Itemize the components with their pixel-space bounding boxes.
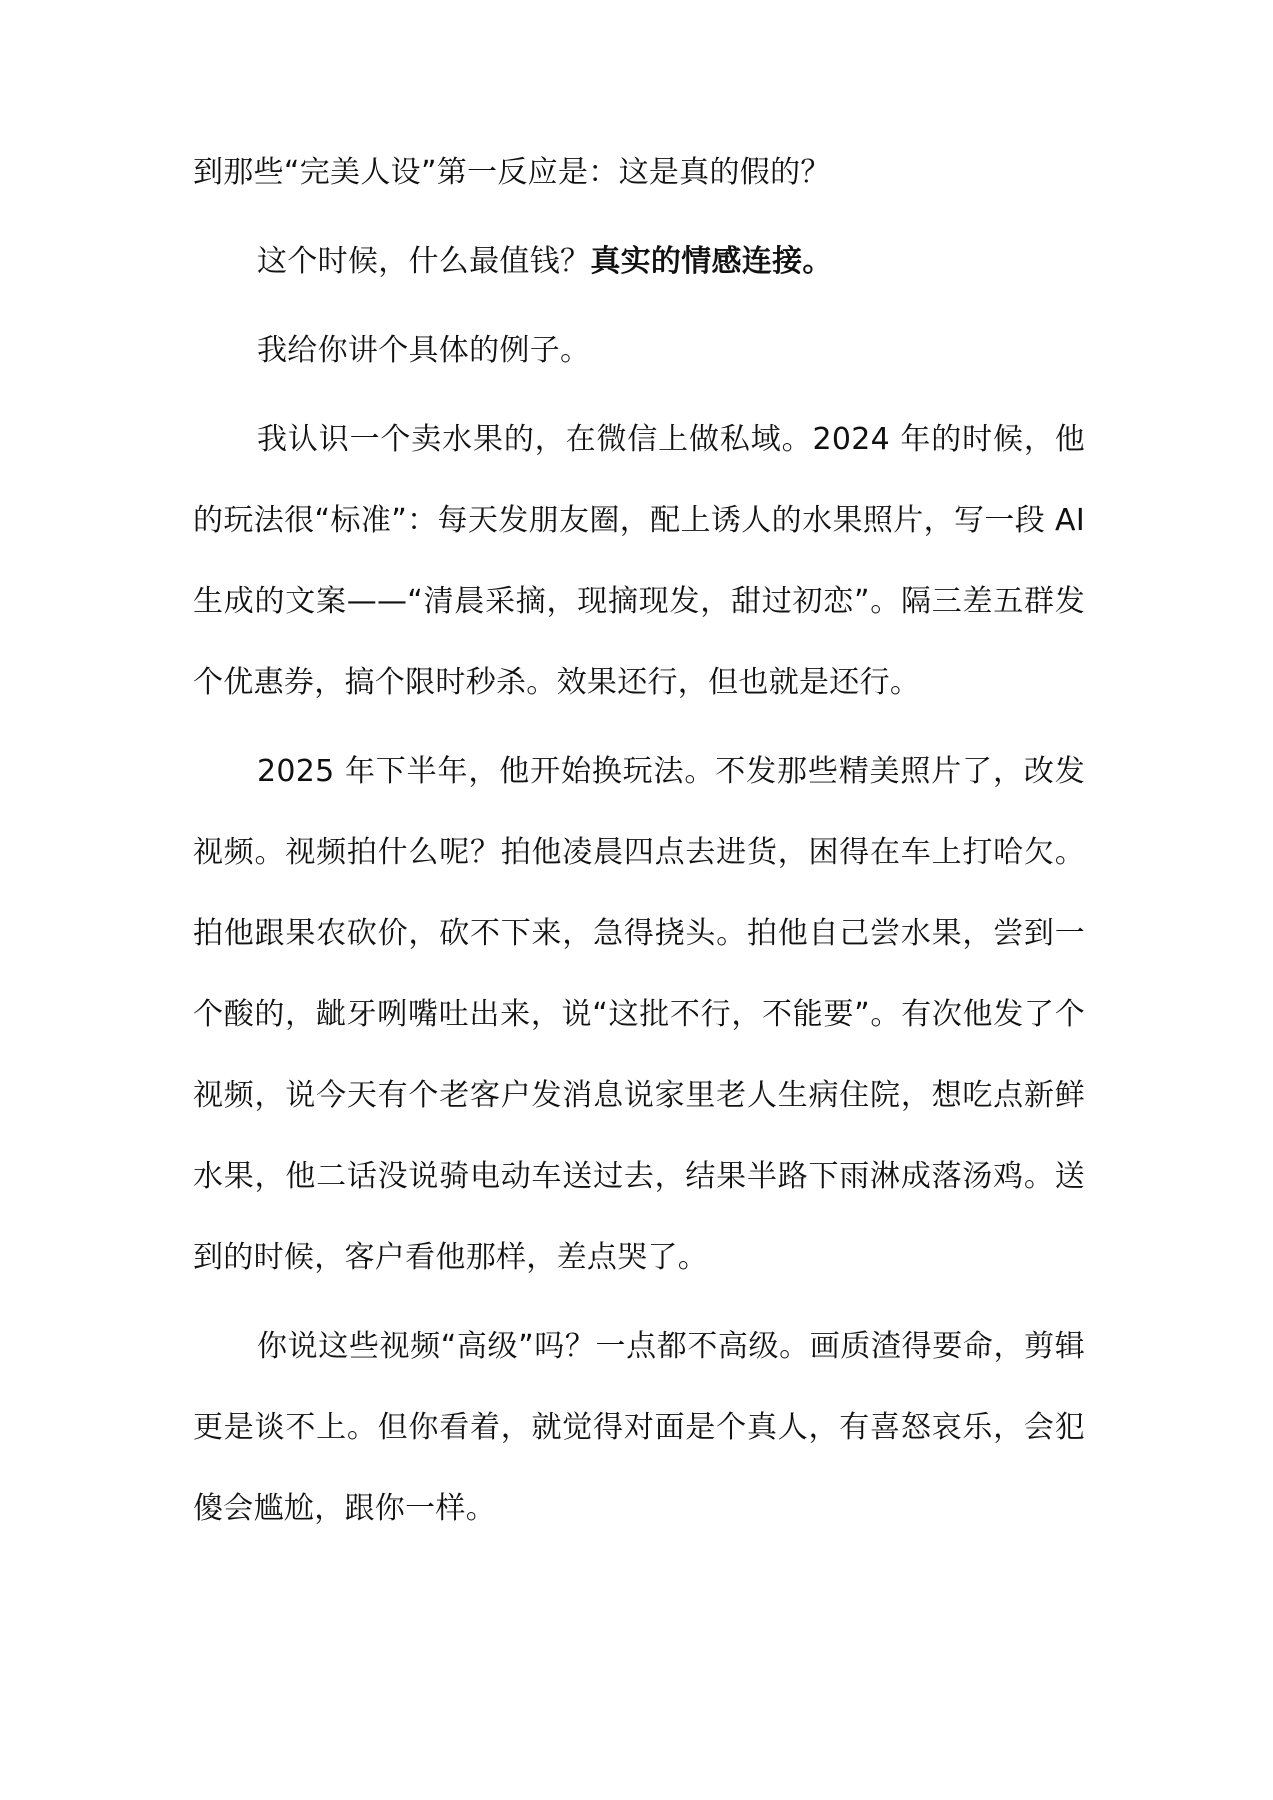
paragraph-6 [193,1306,1085,1549]
paragraph-1-text: 到那些“完美人设”第一反应是：这是真的假的？ [193,155,831,190]
paragraph-2-text: 这个时候，什么最值钱？ [257,244,591,279]
paragraph-3 [193,310,1085,391]
document-body [193,155,1085,1557]
paragraph-4-text: 我认识一个卖水果的，在微信上做私域。2024 年的时候，他的玩法很“标准”：每天发朋友圈，配上诱人的水果照片，写一段 AI 生成的文案——“清晨采摘，现摘现发，甜过初恋”。隔三差五群发个优惠券，搞个限时秒杀。效果还行，但也就是还行。 [193,422,1085,700]
paragraph-5-text: 2025 年下半年，他开始换玩法。不发那些精美照片了，改发视频。视频拍什么呢？拍他凌晨四点去进货，困得在车上打哈欠。拍他跟果农砍价，砍不下来，急得挠头。拍他自己尝水果，尝到一个酸的，龇牙咧嘴吐出来，说“这批不行，不能要”。有次他发了个视频，说今天有个老客户发消息说家里老人生病住院，想吃点新鲜水果，他二话没说骑电动车送过去，结果半路下雨淋成落汤鸡。送到的时候，客户看他那样，差点哭了。 [193,754,1085,1275]
paragraph-2-bold-text: 真实的情感连接。 [590,244,833,279]
paragraph-5 [193,731,1085,1298]
paragraph-4 [193,399,1085,723]
paragraph-6-text: 你说这些视频“高级”吗？一点都不高级。画质渣得要命，剪辑更是谈不上。但你看着，就觉得对面是个真人，有喜怒哀乐，会犯傻会尴尬，跟你一样。 [193,1329,1085,1526]
paragraph-3-text: 我给你讲个具体的例子。 [257,333,591,368]
paragraph-2 [193,221,1085,302]
paragraph-1 [193,132,1085,213]
